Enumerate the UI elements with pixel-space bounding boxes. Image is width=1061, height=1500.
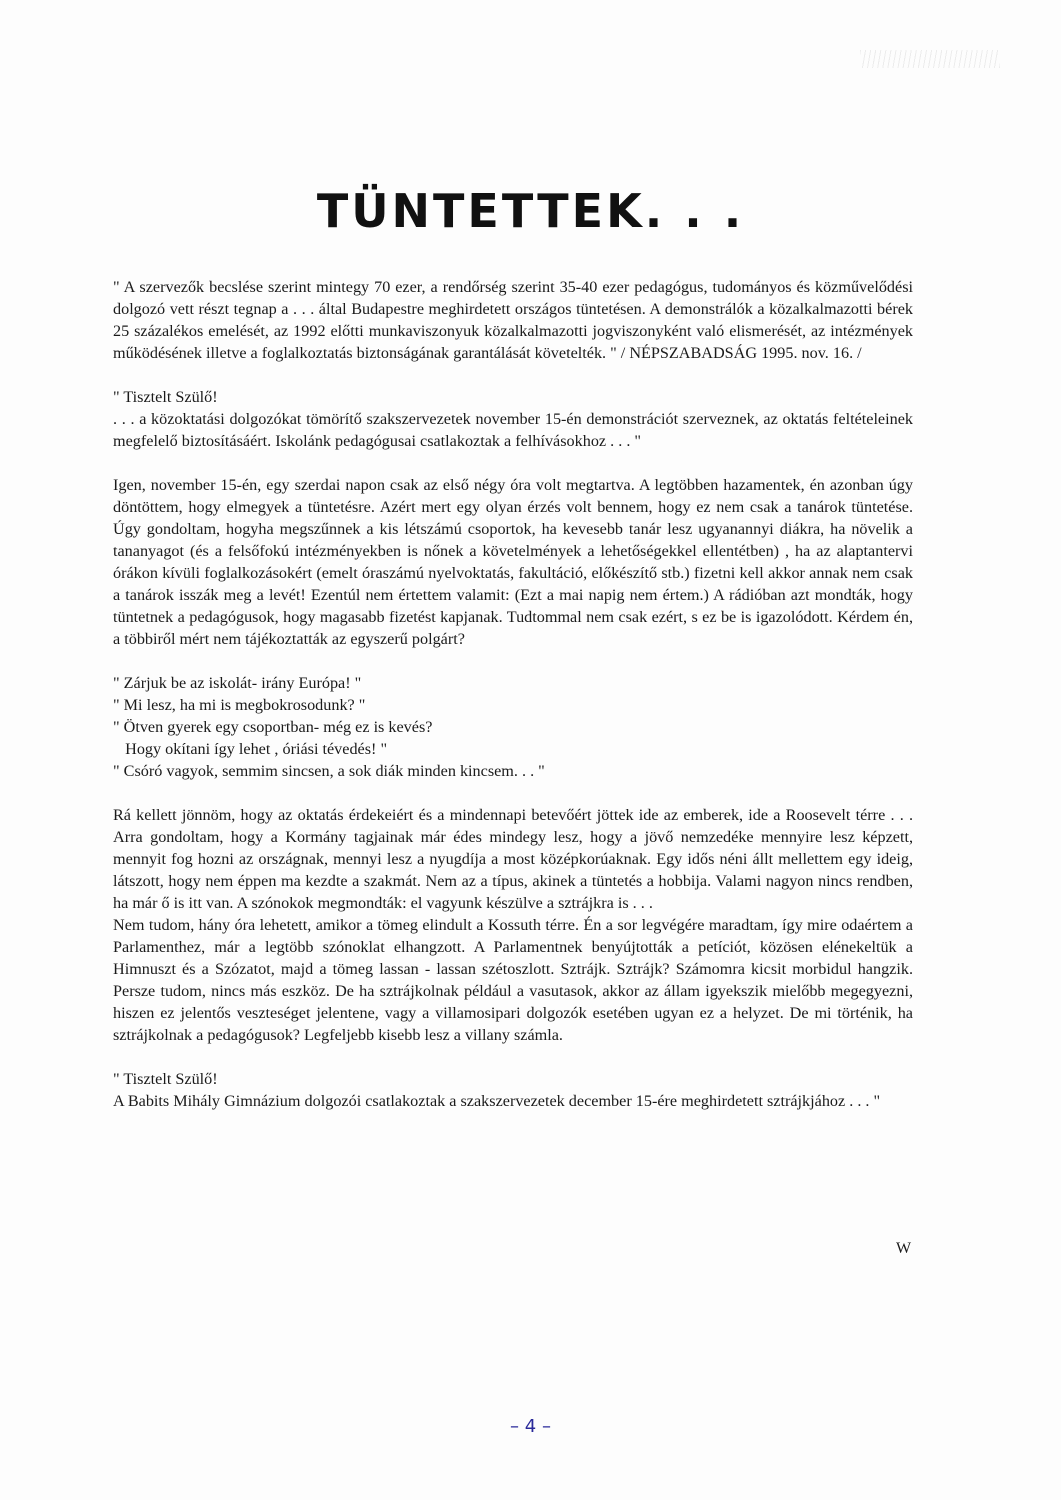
article-title: TÜNTETTEK. . . [316, 184, 745, 238]
letter-greeting: " Tisztelt Szülő! [113, 1070, 218, 1088]
body-paragraph: Igen, november 15-én, egy szerdai napon csak az első négy óra volt megtartva. A legtöbben hazamentek, én azonban úgy döntöttem, hogy elmegyek a tüntetésre. Azért mert egy olyan érzés volt bennem, hogy ez nem csak a tanárok tüntetése. Úgy gondoltam, hogyha megszűnnek a kis létszámú csoportok, ha kevesebb tanár lesz ugyanannyi diákra, ha növelik a tananyagot (és a felsőfokú intézményekben is nőnek a követelmények a lehetőségekkel ellentétben) , ha az alaptantervi órákon kívüli foglalkozásokért (emelt óraszámú nyelvoktatás, fakultáció, előkészítő stb.) fizetni kell akkor annak nem csak a tanárok isszák meg a levét! Ezentúl nem értettem valamit: (Ezt a mai napig nem értem.) A rádióban azt mondták, hogy tüntetnek a pedagógusok, hogy magasabb fizetést kapjanak. Tudtommal nem csak ezért, s ez be is igazolódott. Kérdem én, a többiről mért nem tájékoztatták az egyszerű polgárt? [113, 476, 913, 648]
letter-body: A Babits Mihály Gimnázium dolgozói csatlakoztak a szakszervezetek december 15-ére meghirdetett sztrájkjához . . . " [113, 1092, 881, 1110]
letter-body: . . . a közoktatási dolgozókat tömörítő szakszervezetek november 15-én demonstrációt szerveznek, az oktatás feltételeinek megfelelő biztosításáért. Iskolánk pedagógusai csatlakoztak a felhívásokhoz . . . " [113, 410, 913, 450]
body-paragraph: Rá kellett jönnöm, hogy az oktatás érdekeiért és a mindennapi betevőért jöttek ide az emberek, ide a Roosevelt térre . . . Arra gondoltam, hogy a Kormány tagjainak már édes mindegy lesz, hogy a jövő nemzedéke mennyire lesz képzett, mennyit fog hozni az országnak, mennyi lesz a nyugdíja a most középkorúaknak. Egy idős néni állt mellettem egy ideig, látszott, hogy nem éppen ma kezdte a szakmát. Nem az a típus, akinek a tüntetés a hobbija. Valami nagyon nincs rendben, ha már ő is itt van. A szónokok megmondták: el vagyunk készülve a sztrájkra is . . . [113, 806, 913, 912]
slogan-list [113, 672, 913, 782]
letter-greeting: " Tisztelt Szülő! [113, 388, 218, 406]
slogan-line: " Mi lesz, ha mi is megbokrosodunk? " [113, 696, 366, 714]
slogan-line: " Csóró vagyok, semmim sincsen, a sok diák minden kincsem. . . " [113, 762, 545, 780]
page-number: – 4 – [510, 1416, 551, 1437]
newspaper-quote: " A szervezők becslése szerint mintegy 70 ezer, a rendőrség szerint 35-40 ezer pedagógus, tudományos és közművelődési dolgozó vett részt tegnap a . . . által Budapestre meghirdetett országos tüntetésen. A demonstrálók a közalkalmazotti bérek 25 százalékos emelését, az 1992 előtti munkaviszonyuk közalkalmazotti jogviszonyként való elismerését, az intézmények működésének illetve a foglalkoztatás biztonságának garantálását követelték. " / NÉPSZABADSÁG 1995. nov. 16. / [113, 278, 913, 362]
scan-speckle [860, 50, 1000, 68]
article-body [113, 276, 913, 1112]
slogan-line: Hogy okítani így lehet , óriási tévedés! " [113, 740, 388, 758]
slogan-line: " Ötven gyerek egy csoportban- még ez is kevés? [113, 718, 433, 736]
slogan-line: " Zárjuk be az iskolát- irány Európa! " [113, 674, 362, 692]
author-signature: W [896, 1240, 912, 1257]
body-paragraph: Nem tudom, hány óra lehetett, amikor a tömeg elindult a Kossuth térre. Én a sor legvégére maradtam, így mire odaértem a Parlamenthez, már a legtöbb szónoklat elhangzott. A Parlamentnek benyújtották a petíciót, közösen elénekeltük a Himnuszt és a Szózatot, majd a tömeg lassan - lassan szétoszlott. Sztrájk. Sztrájk? Számomra kicsit morbidul hangzik. Persze tudom, nincs más eszköz. De ha sztrájkolnak például a vasutasok, akkor az állam igyekszik mielőbb megegyezni, hiszen ez jelentős veszteséget jelentene, vagy a villamosipari dolgozók esetében ugyan ez a helyzet. De mi történik, ha sztrájkolnak a pedagógusok? Legfeljebb kisebb lesz a villany számla. [113, 916, 913, 1044]
